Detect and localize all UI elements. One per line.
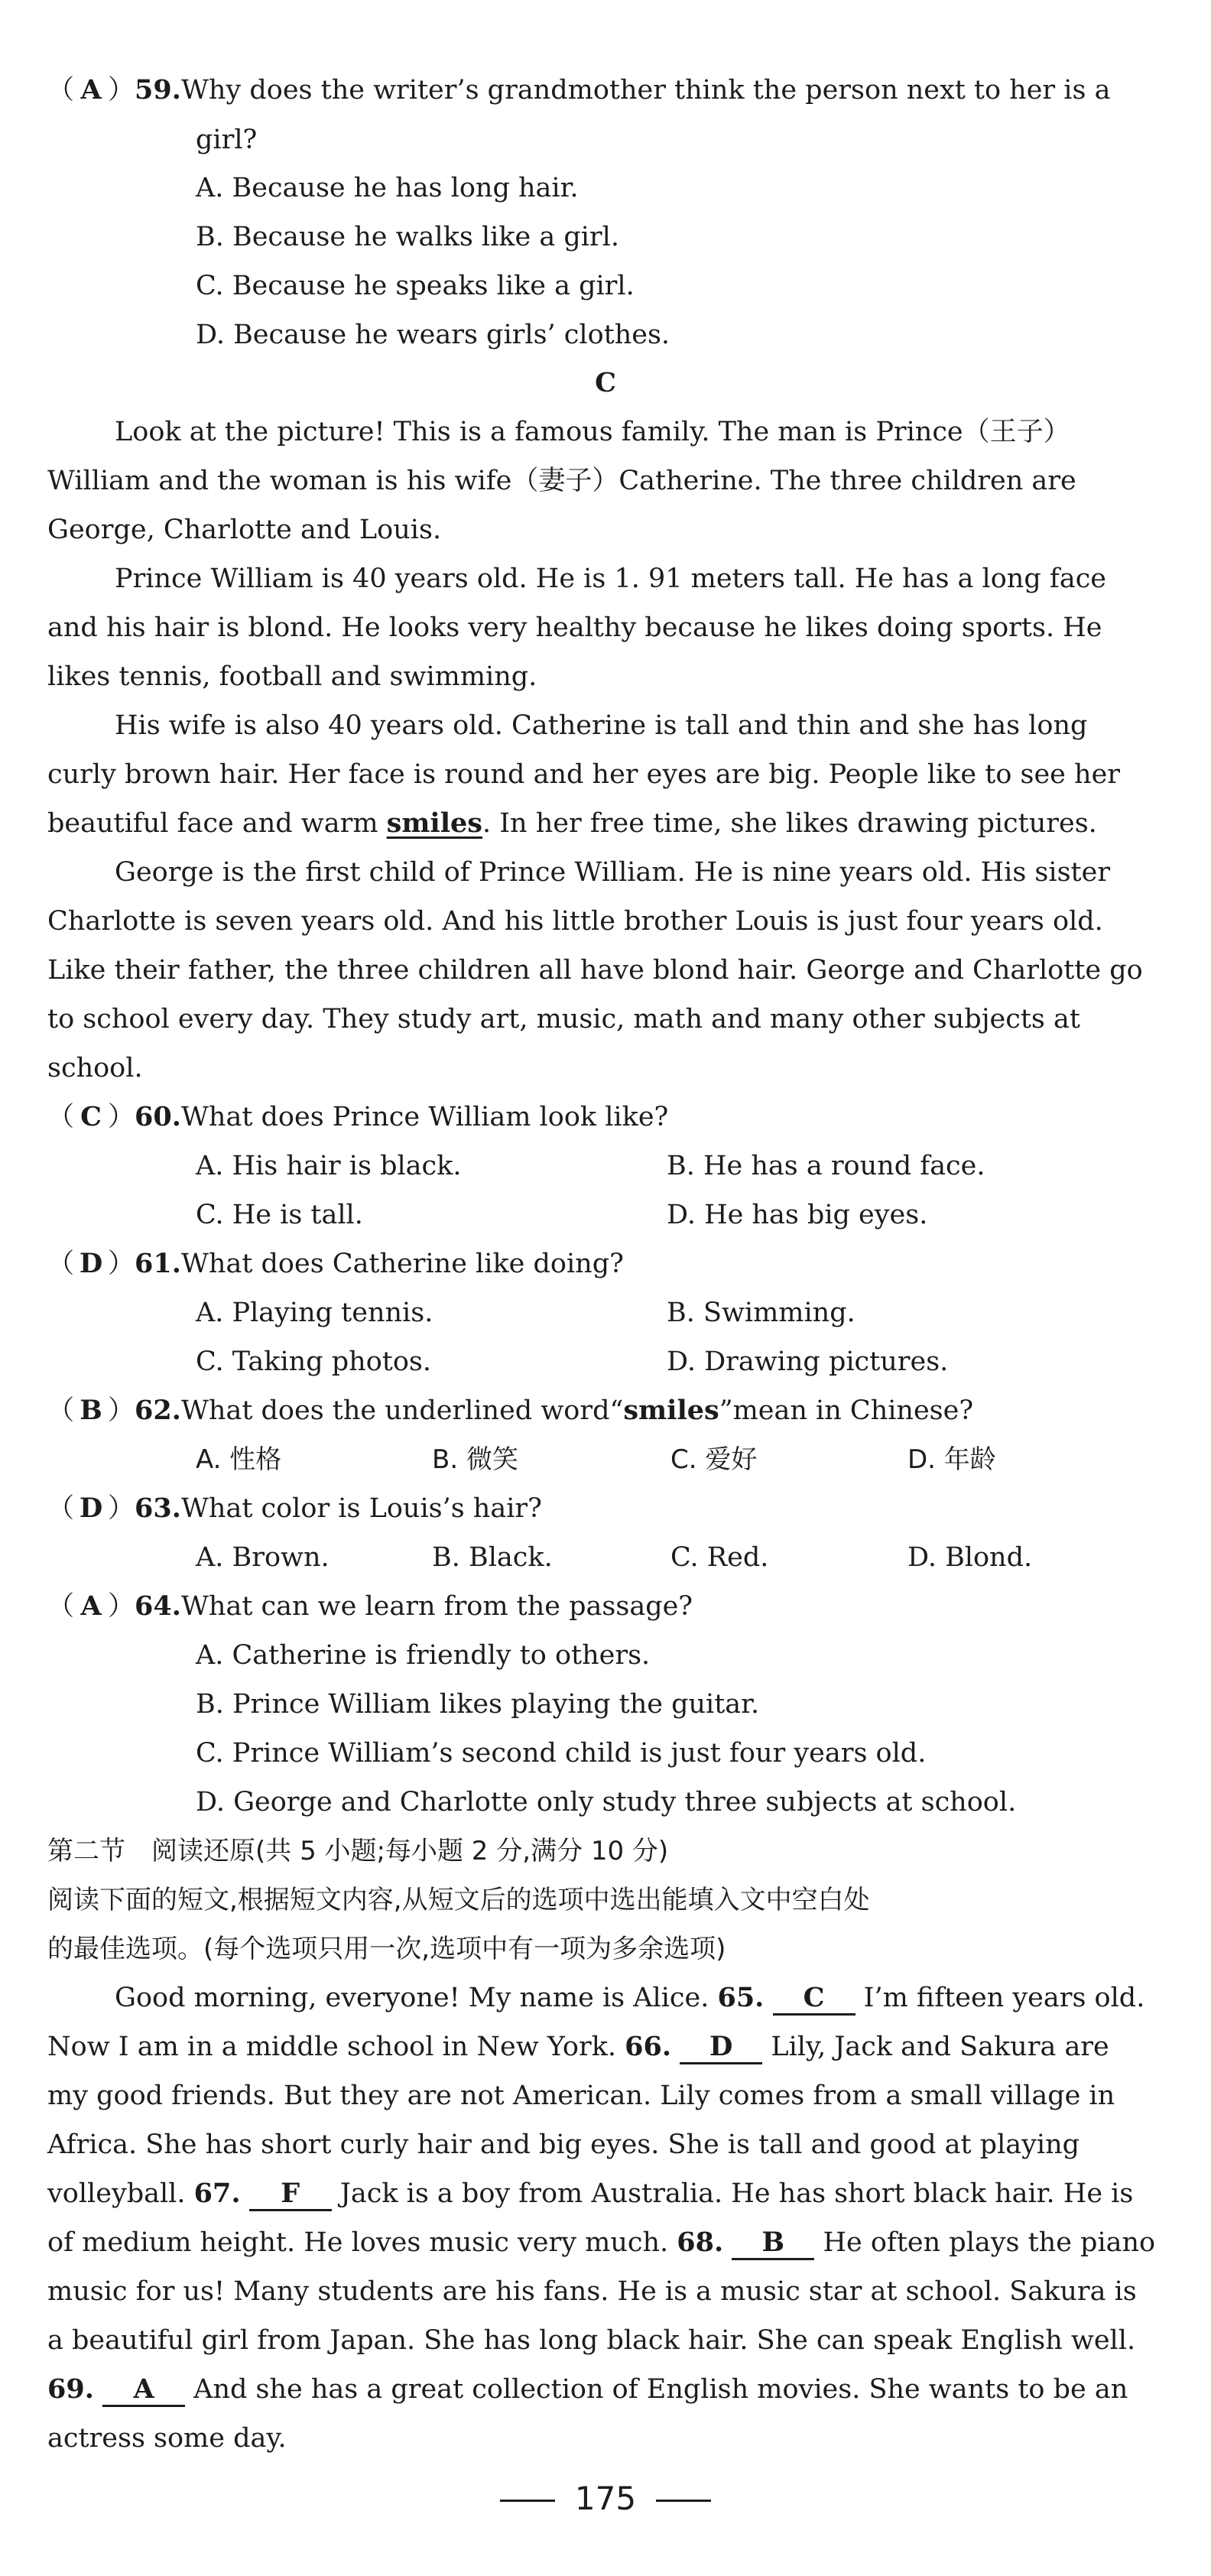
passage-line: my good friends. But they are not American. Lily comes from a small village in: [47, 2081, 1115, 2111]
option-c: C. Red.: [670, 1542, 769, 1573]
page-footer: [0, 2477, 1211, 2520]
passage-line: and his hair is blond. He looks very healthy because he likes doing sports. He: [47, 612, 1102, 643]
option-a: A. Playing tennis.: [196, 1298, 433, 1328]
passage-line: to school every day. They study art, music, math and many other subjects at: [47, 1004, 1080, 1035]
question-stem: What does Prince William look like?: [180, 1102, 669, 1132]
question-stem: Why does the writer’s grandmother think the person next to her is a: [180, 75, 1111, 106]
option-d: D. 年龄: [907, 1444, 996, 1475]
option-b: B. 微笑: [432, 1444, 518, 1475]
blank-number: 68.: [677, 2227, 724, 2258]
question-stem: What color is Louis’s hair?: [180, 1493, 542, 1524]
answer-60: C: [80, 1101, 102, 1132]
option-b: B. Because he walks like a girl.: [196, 222, 619, 252]
option-a: A. Brown.: [196, 1542, 330, 1573]
section-instructions: 阅读下面的短文,根据短文内容,从短文后的选项中选出能填入文中空白处: [47, 1885, 870, 1915]
passage-line: William and the woman is his wife（妻子）Catherine. The three children are: [47, 466, 1076, 496]
blank-number: 69.: [47, 2373, 94, 2405]
answer-59: A: [80, 74, 102, 106]
question-number: 59.: [135, 74, 181, 106]
option-a: A. Catherine is friendly to others.: [196, 1640, 651, 1671]
option-a: A. Because he has long hair.: [196, 173, 579, 203]
option-d: D. Drawing pictures.: [667, 1346, 949, 1377]
question-stem: ”mean in Chinese?: [719, 1395, 974, 1426]
option-b: B. Prince William likes playing the guitar.: [196, 1689, 760, 1720]
question-stem: What does Catherine like doing?: [180, 1249, 624, 1279]
question-number: 64.: [135, 1590, 181, 1622]
blank-67-answer: F: [249, 2178, 332, 2211]
question-64: （ A ）64.What can we learn from the passage?: [47, 1588, 693, 1625]
question-60: （ C ）60.What does Prince William look like?: [47, 1099, 668, 1135]
quoted-word: smiles: [623, 1395, 719, 1426]
passage-line: likes tennis, football and swimming.: [47, 661, 537, 692]
option-c: C. 爱好: [670, 1444, 758, 1475]
text: Good morning, everyone! My name is Alice.: [115, 1983, 718, 2013]
question-number: 61.: [135, 1248, 181, 1279]
text: Jack is a boy from Australia. He has short black hair. He is: [331, 2178, 1134, 2209]
blank-68-answer: B: [732, 2227, 814, 2260]
text: beautiful face and warm: [47, 808, 387, 839]
page-number: 175: [574, 2480, 637, 2517]
passage-line: Look at the picture! This is a famous family. The man is Prince（王子）: [115, 417, 1070, 447]
footer-dash-right: [656, 2500, 711, 2502]
passage-line: school.: [47, 1053, 143, 1083]
question-63: （ D ）63.What color is Louis’s hair?: [47, 1490, 542, 1527]
answer-64: A: [80, 1590, 102, 1622]
text: . In her free time, she likes drawing pictures.: [482, 808, 1097, 839]
blank-number: 66.: [625, 2031, 672, 2062]
blank-65-answer: C: [773, 1983, 855, 2016]
option-c: C. Because he speaks like a girl.: [196, 271, 635, 301]
question-stem: What does the underlined word“: [180, 1395, 624, 1426]
passage-line: Prince William is 40 years old. He is 1. 91 meters tall. He has a long face: [115, 564, 1107, 594]
option-b: B. Black.: [432, 1542, 553, 1573]
option-b: B. He has a round face.: [667, 1151, 985, 1181]
passage-line: [47, 2224, 1155, 2261]
passage-line: a beautiful girl from Japan. She has long black hair. She can speak English well.: [47, 2325, 1136, 2356]
passage-line-smiles: [47, 805, 1097, 842]
question-stem: What can we learn from the passage?: [180, 1591, 693, 1622]
question-62: （ B ）62.What does the underlined word“smiles”mean in Chinese?: [47, 1392, 973, 1429]
passage-line: [47, 2175, 1133, 2212]
text: I’m fifteen years old.: [855, 1983, 1145, 2013]
question-stem-continued: girl?: [196, 125, 258, 155]
passage-line: [115, 1980, 1144, 2016]
question-61: （ D ）61.What does Catherine like doing?: [47, 1246, 624, 1282]
text: of medium height. He loves music very much.: [47, 2227, 677, 2258]
passage-line: Africa. She has short curly hair and big eyes. She is tall and good at playing: [47, 2129, 1080, 2160]
footer-dash-left: [500, 2500, 555, 2502]
blank-number: 65.: [717, 1982, 765, 2013]
text: And she has a great collection of English movies. She wants to be an: [185, 2374, 1128, 2405]
text: Lily, Jack and Sakura are: [762, 2032, 1109, 2062]
option-c: C. Taking photos.: [196, 1346, 431, 1377]
option-b: B. Swimming.: [667, 1298, 855, 1328]
answer-63: D: [79, 1493, 103, 1524]
underlined-word-smiles: smiles: [386, 807, 482, 839]
passage-line: George, Charlotte and Louis.: [47, 515, 442, 545]
passage-line: [47, 2029, 1109, 2065]
answer-61: D: [79, 1248, 103, 1279]
question-number: 62.: [135, 1395, 181, 1426]
answer-62: B: [80, 1395, 102, 1426]
section-instructions: 的最佳选项。(每个选项只用一次,选项中有一项为多余选项): [47, 1934, 726, 1964]
text: volleyball.: [47, 2178, 194, 2209]
passage-line: Charlotte is seven years old. And his little brother Louis is just four years old.: [47, 906, 1103, 937]
passage-line: music for us! Many students are his fans. He is a music star at school. Sakura is: [47, 2276, 1137, 2307]
passage-line: His wife is also 40 years old. Catherine is tall and thin and she has long: [115, 710, 1088, 741]
question-number: 60.: [135, 1101, 181, 1132]
option-c: C. Prince William’s second child is just four years old.: [196, 1738, 927, 1769]
section-heading-c: C: [595, 367, 616, 398]
text: He often plays the piano: [814, 2227, 1156, 2258]
text: Now I am in a middle school in New York.: [47, 2032, 625, 2062]
blank-69-answer: A: [102, 2374, 185, 2407]
passage-line: curly brown hair. Her face is round and her eyes are big. People like to see her: [47, 759, 1121, 790]
option-c: C. He is tall.: [196, 1200, 363, 1230]
question-number: 63.: [135, 1493, 181, 1524]
passage-line: George is the first child of Prince William. He is nine years old. His sister: [115, 857, 1111, 888]
option-d: D. He has big eyes.: [667, 1200, 928, 1230]
option-d: D. Because he wears girls’ clothes.: [196, 320, 670, 350]
blank-number: 67.: [193, 2178, 241, 2209]
passage-line: [47, 2371, 1128, 2408]
passage-line: actress some day.: [47, 2423, 287, 2454]
question-59: （ A ）59.Why does the writer’s grandmother think the person next to her is a: [47, 72, 1110, 109]
option-d: D. George and Charlotte only study three subjects at school.: [196, 1787, 1017, 1817]
option-d: D. Blond.: [907, 1542, 1033, 1573]
blank-66-answer: D: [680, 2032, 762, 2064]
section-title: 第二节 阅读还原(共 5 小题;每小题 2 分,满分 10 分): [47, 1836, 669, 1866]
option-a: A. His hair is black.: [196, 1151, 462, 1181]
option-a: A. 性格: [196, 1444, 282, 1475]
passage-line: Like their father, the three children all have blond hair. George and Charlotte go: [47, 955, 1143, 986]
